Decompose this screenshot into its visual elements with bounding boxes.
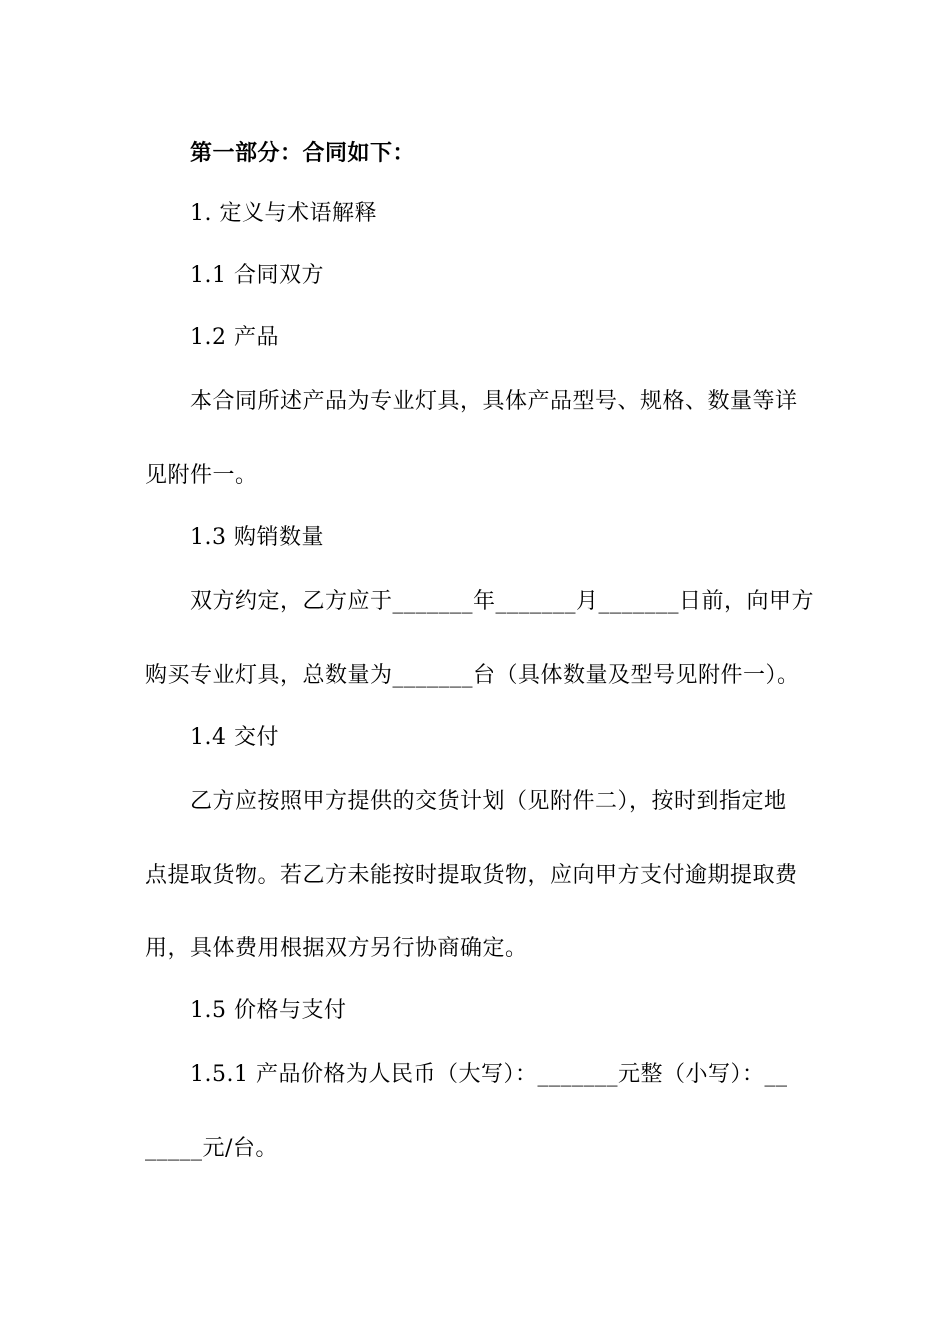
section-heading: 第一部分：合同如下： bbox=[190, 140, 416, 166]
paragraph-line: 点提取货物。若乙方未能按时提取货物，应向甲方支付逾期提取费 bbox=[145, 863, 798, 888]
clause-title-1-4: 1.4 交付 bbox=[190, 725, 279, 750]
paragraph-line: 乙方应按照甲方提供的交货计划（见附件二），按时到指定地 bbox=[190, 789, 787, 814]
clause-title-1-3: 1.3 购销数量 bbox=[190, 525, 324, 550]
clause-title-1-5: 1.5 价格与支付 bbox=[190, 998, 347, 1023]
clause-title-1-2: 1.2 产品 bbox=[190, 325, 279, 350]
paragraph-line: 用，具体费用根据双方另行协商确定。 bbox=[145, 936, 528, 961]
paragraph-line: 本合同所述产品为专业灯具，具体产品型号、规格、数量等详 bbox=[190, 389, 798, 414]
paragraph-line: 双方约定，乙方应于_______年_______月_______日前，向甲方 bbox=[190, 589, 815, 614]
clause-title-1-1: 1.1 合同双方 bbox=[190, 263, 324, 288]
paragraph-line: _____元/台。 bbox=[145, 1136, 278, 1161]
paragraph-line: 1.5.1 产品价格为人民币（大写）：_______元整（小写）：__ bbox=[190, 1062, 788, 1087]
paragraph-line: 见附件一。 bbox=[145, 463, 258, 488]
paragraph-line: 购买专业灯具，总数量为_______台（具体数量及型号见附件一）。 bbox=[145, 663, 800, 688]
clause-title-1: 1. 定义与术语解释 bbox=[190, 201, 377, 226]
